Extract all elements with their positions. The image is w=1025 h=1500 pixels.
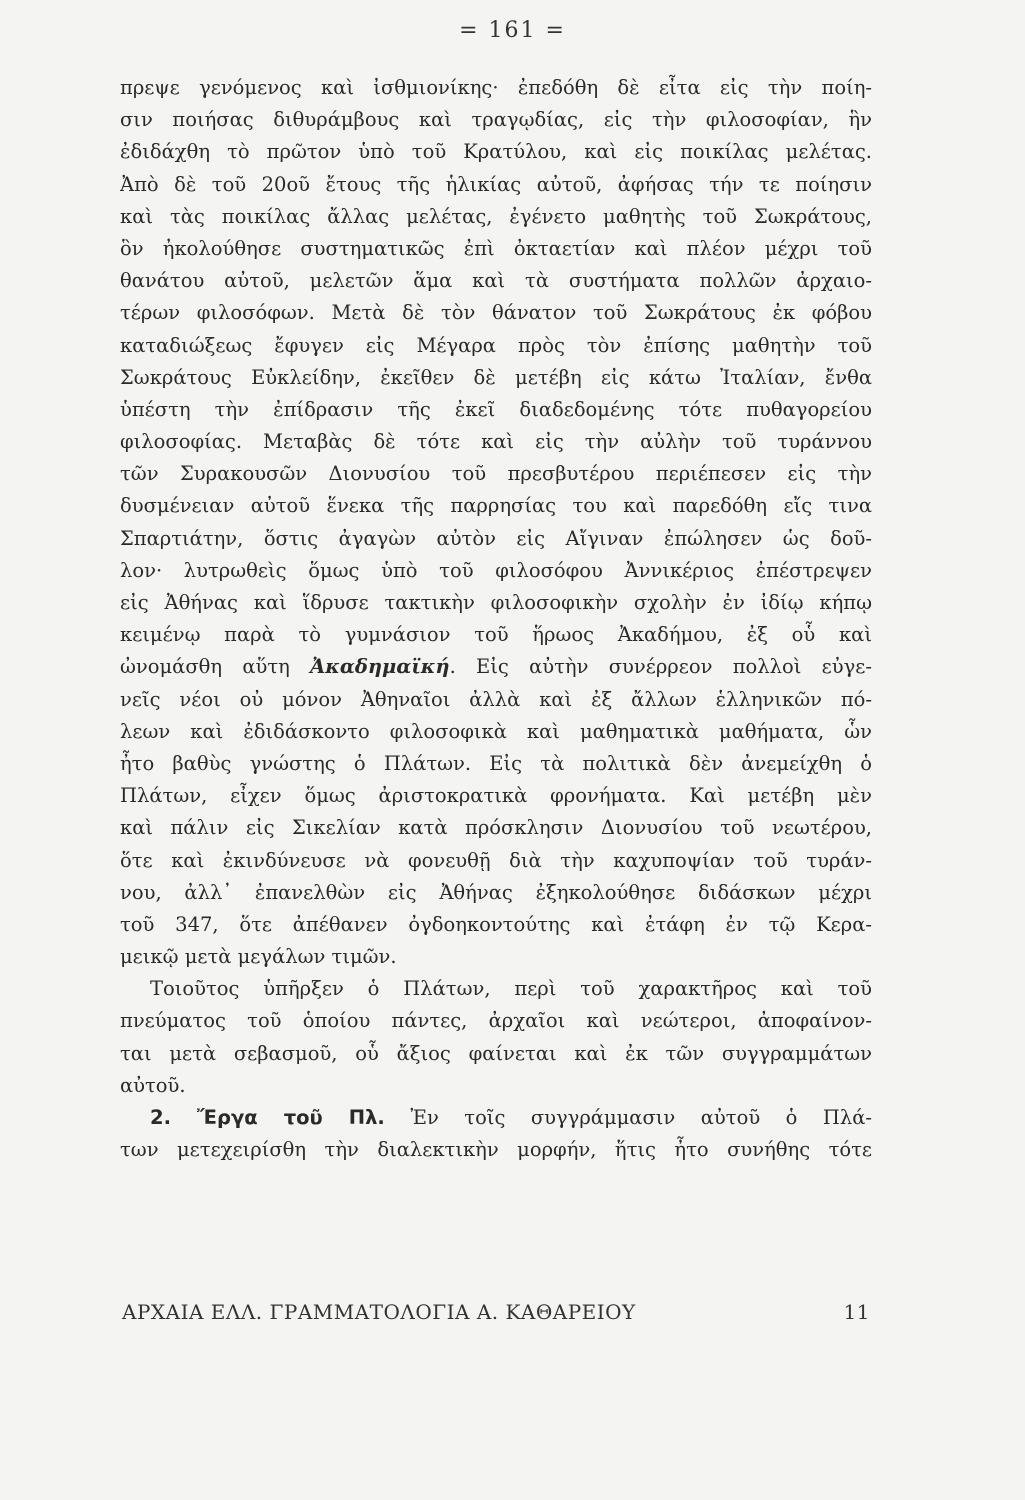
text-line: κειμένῳ παρὰ τὸ γυμνάσιον τοῦ ἥρωος Ἀκαδήμου, ἐξ οὗ καὶ [120,623,872,647]
text-line: ὑπέστη τὴν ἐπίδρασιν τῆς ἐκεῖ διαδεδομένης τότε πυθαγορείου [120,397,872,421]
text-line: Πλάτων, εἶχεν ὅμως ἀριστοκρατικὰ φρονήματα. Καὶ μετέβη μὲν [120,784,872,808]
text-line: θανάτου αὐτοῦ, μελετῶν ἅμα καὶ τὰ συστήματα πολλῶν ἀρχαιο- [120,269,872,293]
text-line: πρεψε γενόμενος καὶ ἰσθμιονίκης· ἐπεδόθη δὲ εἶτα εἰς τὴν ποίη- [120,76,872,99]
text-line: καταδιώξεως ἔφυγεν εἰς Μέγαρα πρὸς τὸν ἐπίσης μαθητὴν τοῦ [120,333,872,357]
text-line: τοῦ 347, ὅτε ἀπέθανεν ὀγδοηκοντούτης καὶ ἐτάφη ἐν τῷ Κερα- [120,912,872,936]
text-line: λεων καὶ ἐδιδάσκοντο φιλοσοφικὰ καὶ μαθηματικὰ μαθήματα, ὧν [120,719,872,743]
text-line: σιν ποιήσας διθυράμβους καὶ τραγῳδίας, εἰς τὴν φιλοσοφίαν, ἣν [120,108,872,132]
paragraph-start-line: Τοιοῦτος ὑπῆρξεν ὁ Πλάτων, περὶ τοῦ χαρακτῆρος καὶ τοῦ [150,977,872,1001]
text-line: εἰς Ἀθήνας καὶ ἵδρυσε τακτικὴν φιλοσοφικὴν σχολὴν ἐν ἰδίῳ κήπῳ [120,591,872,614]
text-line: ἦτο βαθὺς γνώστης ὁ Πλάτων. Εἰς τὰ πολιτικὰ δὲν ἀνεμείχθη ὁ [120,751,872,775]
text-line: ὃν ἠκολούθησε συστηματικῶς ἐπὶ ὀκταετίαν καὶ πλέον μέχρι τοῦ [120,236,872,260]
text-line: τέρων φιλοσόφων. Μετὰ δὲ τὸν θάνατον τοῦ Σωκράτους ἐκ φόβου [120,301,872,325]
academy-emphasis: Ἀκαδημαϊκή [310,655,450,679]
text-line: νεῖς νέοι οὐ μόνον Ἀθηναῖοι ἀλλὰ καὶ ἐξ ἄλλων ἑλληνικῶν πό- [120,687,872,711]
text-line: φιλοσοφίας. Μεταβὰς δὲ τότε καὶ εἰς τὴν αὐλὴν τοῦ τυράννου [120,430,872,454]
page-footer [122,1300,870,1324]
footer-title: ΑΡΧΑΙΑ ΕΛΛ. ΓΡΑΜΜΑΤΟΛΟΓΙΑ Α. ΚΑΘΑΡΕΙΟΥ [122,1300,636,1324]
section-line [120,1102,872,1134]
text-line: Σπαρτιάτην, ὅστις ἀγαγὼν αὐτὸν εἰς Αἴγιναν ἐπώλησεν ὡς δοῦ- [120,526,872,550]
body-text [120,72,872,1166]
text-line: Ἀπὸ δὲ τοῦ 20οῦ ἔτους τῆς ἡλικίας αὐτοῦ, ἀφήσας τήν τε ποίησιν [120,172,872,196]
text-line: δυσμένειαν αὐτοῦ ἕνεκα τῆς παρρησίας του καὶ παρεδόθη εἴς τινα [120,494,872,518]
page-number: = 161 = [459,18,566,43]
paragraph-end-line: αὐτοῦ. [120,1073,186,1097]
text-line: ἐδιδάχθη τὸ πρῶτον ὑπὸ τοῦ Κρατύλου, καὶ εἰς ποικίλας μελέτας. [120,140,872,164]
academy-post: . Εἰς αὐτὴν συνέρρεον πολλοὶ εὐγε- [449,655,872,679]
academy-pre: ὠνομάσθη αὕτη [120,655,311,679]
text-line: λον· λυτρωθεὶς ὅμως ὑπὸ τοῦ φιλοσόφου Ἀννικέριος ἐπέστρεψεν [120,558,872,582]
text-line: καὶ τὰς ποικίλας ἄλλας μελέτας, ἐγένετο μαθητὴς τοῦ Σωκράτους, [120,204,872,228]
footer-signature: 11 [843,1300,870,1324]
text-line: νου, ἀλλ᾽ ἐπανελθὼν εἰς Ἀθήνας ἐξηκολούθησε διδάσκων μέχρι [120,880,872,904]
section-heading: 2. Ἔργα τοῦ Πλ. [150,1106,385,1129]
paragraph-end-line: μεικῷ μετὰ μεγάλων τιμῶν. [120,945,397,969]
text-line: ται μετὰ σεβασμοῦ, οὗ ἄξιος φαίνεται καὶ ἐκ τῶν συγγραμμάτων [120,1041,872,1065]
text-line: των μετεχειρίσθη τὴν διαλεκτικὴν μορφήν, ἥτις ἦτο συνήθης τότε [120,1138,872,1162]
text-line-academy [120,651,872,683]
text-line: τῶν Συρακουσῶν Διονυσίου τοῦ πρεσβυτέρου περιέπεσεν εἰς τὴν [120,462,872,486]
text-line: πνεύματος τοῦ ὁποίου πάντες, ἀρχαῖοι καὶ νεώτεροι, ἀποφαίνον- [120,1009,872,1033]
text-line: καὶ πάλιν εἰς Σικελίαν κατὰ πρόσκλησιν Διονυσίου τοῦ νεωτέρου, [120,816,872,840]
section-text: Ἐν τοῖς συγγράμμασιν αὐτοῦ ὁ Πλά- [384,1106,872,1129]
text-line: Σωκράτους Εὐκλείδην, ἐκεῖθεν δὲ μετέβη εἰς κάτω Ἰταλίαν, ἔνθα [120,365,872,389]
text-line: ὅτε καὶ ἐκινδύνευσε νὰ φονευθῇ διὰ τὴν καχυποψίαν τοῦ τυράν- [120,848,872,872]
